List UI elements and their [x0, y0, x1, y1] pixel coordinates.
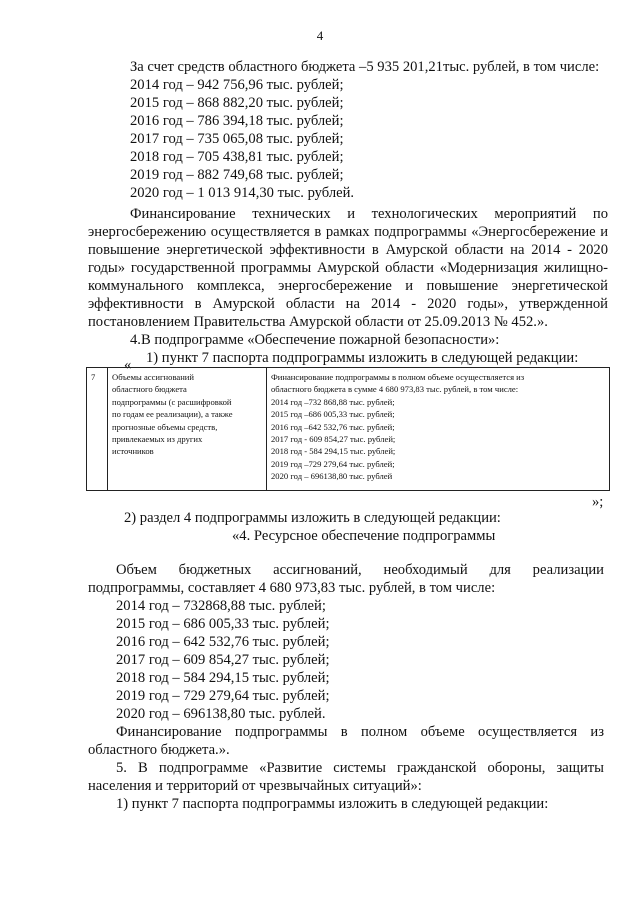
- regional-budget-year-2016: 2016 год – 786 394,18 тыс. рублей;: [130, 113, 344, 129]
- energy-paragraph-line: годы» государственной программы Амурской области «Модернизация жилищно-: [88, 260, 608, 276]
- right-cell-line: Финансирование подпрограммы в полном объеме осуществляется из: [271, 372, 525, 382]
- energy-paragraph-last-line: постановлением Правительства Амурской области от 25.09.2013 № 452.».: [88, 314, 548, 330]
- section5-heading-line: 5. В подпрограмме «Развитие системы гражданской обороны, защиты: [116, 760, 604, 776]
- subprogram-year-2015: 2015 год – 686 005,33 тыс. рублей;: [116, 616, 330, 632]
- right-cell-line: 2019 год –729 279,64 тыс. рублей;: [271, 458, 395, 469]
- energy-paragraph-line: коммунального комплекса, энергосбережение и повышение энергетической: [88, 278, 608, 294]
- volume-line: подпрограммы, составляет 4 680 973,83 тыс. рублей, в том числе:: [88, 580, 496, 596]
- subprogram-year-2018: 2018 год – 584 294,15 тыс. рублей;: [116, 670, 330, 686]
- left-cell-line: прогнозные объемы средств,: [112, 421, 218, 432]
- funding-line: областного бюджета.».: [88, 742, 230, 758]
- regional-budget-year-2019: 2019 год – 882 749,68 тыс. рублей;: [130, 167, 344, 183]
- subprogram-year-2020: 2020 год – 696138,80 тыс. рублей.: [116, 706, 326, 722]
- regional-budget-year-2017: 2017 год – 735 065,08 тыс. рублей;: [130, 131, 344, 147]
- left-cell-line: подпрограммы (с расшифровкой: [112, 396, 232, 407]
- regional-budget-year-2018: 2018 год – 705 438,81 тыс. рублей;: [130, 149, 344, 165]
- right-cell-line: областного бюджета в сумме 4 680 973,83 тыс. рублей, в том числе:: [271, 384, 519, 395]
- close-quote: »;: [592, 494, 604, 510]
- open-quote: «: [124, 357, 132, 373]
- left-cell-line: источников: [112, 446, 154, 457]
- left-cell-line: областного бюджета: [112, 384, 187, 395]
- right-cell: [267, 368, 610, 491]
- resource-heading: «4. Ресурсное обеспечение подпрограммы: [232, 528, 496, 544]
- regional-budget-intro: За счет средств областного бюджета –5 935 201,21тыс. рублей, в том числе:: [130, 59, 600, 75]
- funding-line: Финансирование подпрограммы в полном объеме осуществляется из: [116, 724, 604, 740]
- right-cell-line: 2017 год - 609 854,27 тыс. рублей;: [271, 434, 396, 445]
- right-cell-line: 2016 год –642 532,76 тыс. рублей;: [271, 421, 395, 432]
- energy-paragraph-line: эффективности в Амурской области на 2014 - 2020 годы», утвержденной: [88, 296, 608, 312]
- energy-paragraph-line: Финансирование технических и технологических мероприятий по: [130, 206, 608, 222]
- section4-item2: 2) раздел 4 подпрограммы изложить в следующей редакции:: [124, 510, 501, 526]
- table-row: [87, 368, 610, 491]
- left-cell-line: привлекаемых из других: [112, 434, 203, 445]
- section5-heading-line: населения и территорий от чрезвычайных ситуаций»:: [88, 778, 422, 794]
- regional-budget-year-2014: 2014 год – 942 756,96 тыс. рублей;: [130, 77, 344, 93]
- regional-budget-year-2015: 2015 год – 868 882,20 тыс. рублей;: [130, 95, 344, 111]
- volume-line: Объем бюджетных ассигнований, необходимый для реализации: [116, 562, 604, 578]
- subprogram-year-2017: 2017 год – 609 854,27 тыс. рублей;: [116, 652, 330, 668]
- right-cell-line: 2018 год - 584 294,15 тыс. рублей;: [271, 446, 396, 457]
- subprogram-year-2014: 2014 год – 732868,88 тыс. рублей;: [116, 598, 326, 614]
- right-cell-line: 2014 год –732 868,88 тыс. рублей;: [271, 396, 395, 407]
- passport-table: [86, 367, 610, 491]
- left-cell-line: Объемы ассигнований: [112, 372, 195, 382]
- energy-paragraph-line: повышение энергетической эффективности в Амурской области на 2014 - 2020: [88, 242, 608, 258]
- energy-paragraph-line: энергосбережению осуществляется в рамках подпрограммы «Энергосбережение и: [88, 224, 608, 240]
- right-cell-line: 2015 год –686 005,33 тыс. рублей;: [271, 409, 395, 420]
- page-number: 4: [316, 28, 324, 43]
- left-cell: [108, 368, 267, 491]
- section5-item1: 1) пункт 7 паспорта подпрограммы изложить в следующей редакции:: [116, 796, 549, 812]
- section4-item1: 1) пункт 7 паспорта подпрограммы изложить в следующей редакции:: [146, 350, 579, 366]
- left-cell-line: по годам ее реализации), а также: [112, 409, 233, 420]
- subprogram-year-2016: 2016 год – 642 532,76 тыс. рублей;: [116, 634, 330, 650]
- row-number-cell: [87, 368, 108, 491]
- row-number: 7: [91, 372, 96, 382]
- subprogram-year-2019: 2019 год – 729 279,64 тыс. рублей;: [116, 688, 330, 704]
- regional-budget-year-2020: 2020 год – 1 013 914,30 тыс. рублей.: [130, 185, 355, 201]
- section4-heading: 4.В подпрограмме «Обеспечение пожарной безопасности»:: [130, 332, 500, 348]
- right-cell-line: 2020 год – 696138,80 тыс. рублей: [271, 471, 393, 482]
